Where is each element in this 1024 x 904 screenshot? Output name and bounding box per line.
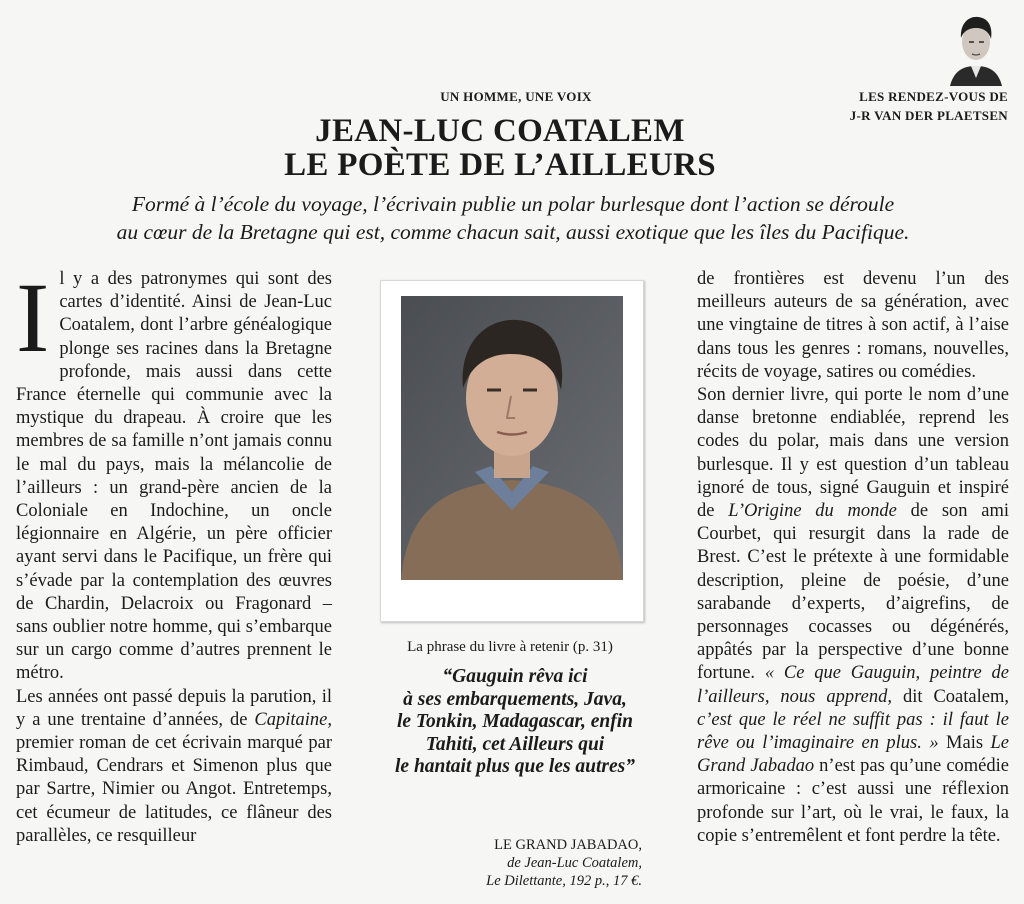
title-line-1: JEAN-LUC COATALEM [315,113,685,149]
column-label-line1: LES RENDEZ-VOUS DE [859,89,1008,104]
paragraph-4-text-a: Son dernier livre, qui porte le nom d’une danse bretonne endiablée, reprend les codes du polar, mais dans une version burlesque. Il y est question d’un tableau ignoré de tous, signé Gauguin et inspiré de [697,385,1009,522]
paragraph-4-text-b: de son ami Courbet, qui resurgit dans la rade de Brest. C’est le prétexte à une formidable description, pleine de poésie, d’une sarabande d’experts, d’aigrefins, de personnages cocasses ou dégénérés, appâtés par la perspective d’une bonne fortune. [697,501,1010,684]
book-publisher: Le Dilettante, 192 p., 17 €. [486,873,642,889]
quote-line-3: le Tonkin, Madagascar, enfin [396,711,634,732]
author-portrait-icon [944,8,1008,86]
book-reference [392,836,642,890]
body-paragraph-3: de frontières est devenu l’un des meilleurs auteurs de sa génération, avec une vingtaine de titres à son actif, à l’aise dans tous les genres : romans, nouvelles, récits de voyage, satires ou comédies. [697,269,1009,382]
column-label-line2: J-R VAN DER PLAETSEN [849,108,1008,123]
quote-line-4: Tahiti, cet Ailleurs qui [425,733,605,755]
quote-line-1: “Gauguin rêva ici [442,666,588,687]
body-column-right [697,268,1009,848]
standfirst [18,190,1008,246]
section-kicker: UN HOMME, UNE VOIX [440,89,592,104]
body-paragraph-2 [16,686,332,848]
paragraph-4-mais: Mais [938,733,991,754]
artwork-title: L’Origine du monde [728,501,897,522]
column-signature [808,8,1008,124]
quote-line-5: le hantait plus que les autres” [395,756,635,777]
body-paragraph-1 [16,262,332,686]
standfirst-line-1: Formé à l’école du voyage, l’écrivain publie un polar burlesque dont l’action se déroule [131,192,895,216]
quote-caption-label: La phrase du livre à retenir (p. 31) [407,639,613,655]
title-line-2: LE POÈTE DE L’AILLEURS [284,147,716,183]
drop-cap: I [16,262,50,373]
body-column-left [16,262,332,848]
paragraph-1-text: l y a des patronymes qui sont des cartes d’identité. Ainsi de Jean-Luc Coatalem, dont l’arbre généalogique plonge ses racines dans la Bretagne profonde, mais aussi dans cette France éternelle qui communie avec la mystique du drapeau. À croire que les membres de sa famille n’ont jamais connu le mal du pays, mais la mélancolie de l’ailleurs : un grand-père ancien de la Coloniale en Indochine, un oncle légionnaire en Algérie, un père officier ayant servi dans le Pacifique, un frère qui s’évade par la contemplation des œuvres de Chardin, Delacroix ou Fragonard – sans oublier notre homme, qui s’embarque sur un cargo comme d’autres prennent le métro. [16,269,332,684]
quote-line-2: à ses embarquements, Java, [403,688,627,710]
paragraph-4-text-c: n’est pas qu’une comédie armoricaine : c’est aussi une réflexion profonde sur l’art, où le vrai, le faux, la copie s’entremêlent et font perdre la tête. [697,756,1009,846]
pull-quote [345,666,685,779]
body-paragraph-4 [697,384,1009,848]
book-author: de Jean-Luc Coatalem, [507,855,642,871]
book-title-inline: Le Grand Jabadao [697,733,1009,777]
standfirst-line-2: au cœur de la Bretagne qui est, comme chacun sait, aussi exotique que les îles du Pacifique. [116,220,910,244]
paragraph-2-text-a: Les années ont passé depuis la parution, il y a une trentaine d’années, de [16,686,332,730]
article-title [250,114,750,182]
author-photo [401,296,623,580]
paragraph-2-text-b: premier roman de cet écrivain marqué par Rimbaud, Cendrars et Simenon plus que par Sartre, Nimier ou Angot. Entretemps, cet écumeur de latitudes, ce flâneur des parallèles, ce resquilleur [16,733,332,846]
author-photo-frame [380,280,644,622]
book-title: LE GRAND JABADAO, [494,837,642,853]
quote-gauguin-2: c’est que le réel ne suffit pas : il faut le rêve ou l’imaginaire en plus. » [697,709,1009,754]
quote-gauguin-1: « Ce que Gauguin, peintre de l’ailleurs, nous apprend, [697,663,1009,707]
paragraph-4-dit: dit Coatalem, [891,686,1009,707]
book-title-capitaine: Capitaine, [254,709,332,730]
